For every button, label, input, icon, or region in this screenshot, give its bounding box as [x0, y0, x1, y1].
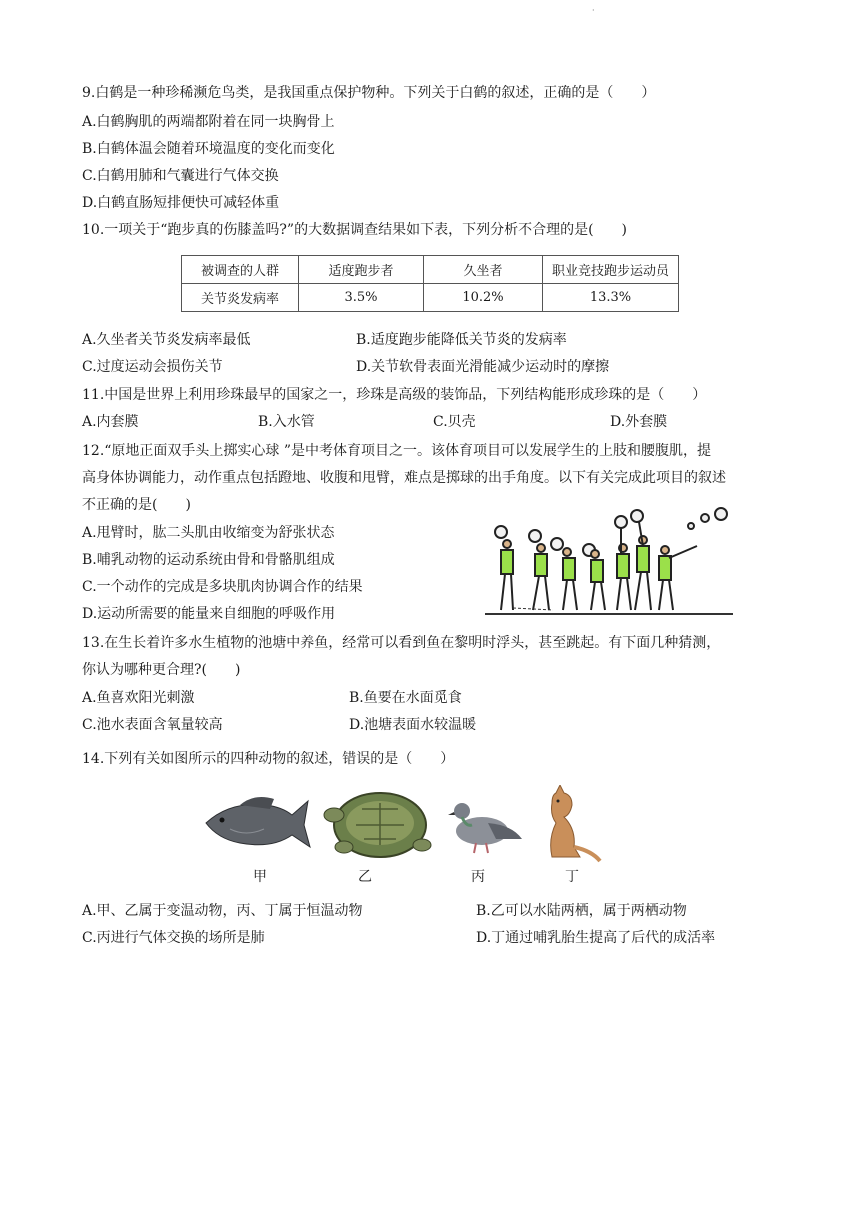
- four-animals-figure: [200, 785, 610, 865]
- q13-option-a: A.鱼喜欢阳光刺激: [82, 690, 195, 706]
- q14-option-a: A.甲、乙属于变温动物，丙、丁属于恒温动物: [82, 903, 363, 919]
- q13-stem-line2: 你认为哪种更合理?( ): [82, 662, 241, 678]
- q9-option-d: D.白鹤直肠短排便快可减轻体重: [82, 195, 280, 211]
- q11-option-c: C.贝壳: [433, 414, 476, 430]
- q12-stem-line2: 高身体协调能力，动作重点包括蹬地、收腹和甩臂，难点是掷球的出手角度。以下有关完成此项目的叙述: [82, 470, 726, 486]
- q13-option-b: B.鱼要在水面觅食: [349, 690, 462, 706]
- table-cell: 3.5%: [299, 284, 424, 312]
- table-row: [182, 284, 679, 312]
- table-cell: 关节炎发病率: [182, 284, 299, 312]
- q14-option-b: B.乙可以水陆两栖，属于两栖动物: [476, 903, 687, 919]
- q12-option-d: D.运动所需要的能量来自细胞的呼吸作用: [82, 606, 336, 622]
- q11-option-d: D.外套膜: [610, 414, 668, 430]
- animal-label-ding: 丁: [565, 869, 579, 885]
- q10-option-b: B.适度跑步能降低关节炎的发病率: [356, 332, 567, 348]
- q9-option-b: B.白鹤体温会随着环境温度的变化而变化: [82, 141, 335, 157]
- q11-stem: 11.中国是世界上利用珍珠最早的国家之一，珍珠是高级的装饰品，下列结构能形成珍珠的是（ ）: [82, 387, 707, 403]
- q12-option-c: C.一个动作的完成是多块肌肉协调合作的结果: [82, 579, 363, 595]
- q10-option-a: A.久坐者关节炎发病率最低: [82, 332, 251, 348]
- q14-option-c: C.丙进行气体交换的场所是肺: [82, 930, 265, 946]
- animal-label-bing: 丙: [471, 869, 485, 885]
- table-header-row: [182, 256, 679, 284]
- page-dot: ·: [592, 6, 595, 15]
- q14-option-d: D.丁通过哺乳胎生提高了后代的成活率: [476, 930, 716, 946]
- q12-stem-line3: 不正确的是( ): [82, 497, 191, 513]
- animal-label-yi: 乙: [358, 869, 372, 885]
- q14-stem: 14.下列有关如图所示的四种动物的叙述，错误的是（ ）: [82, 751, 455, 767]
- table-header-cell: 被调查的人群: [182, 256, 299, 284]
- q13-option-d: D.池塘表面水较温暖: [349, 717, 477, 733]
- fish-icon: [206, 797, 310, 847]
- survey-table: [181, 255, 679, 312]
- q9-option-a: A.白鹤胸肌的两端都附着在同一块胸骨上: [82, 114, 335, 130]
- ball-throw-figure: [483, 500, 738, 620]
- turtle-icon: [324, 793, 431, 857]
- table-cell: 13.3%: [543, 284, 679, 312]
- q11-option-b: B.入水管: [258, 414, 315, 430]
- q12-stem-line1: 12.“原地正面双手头上掷实心球 ”是中考体育项目之一。该体育项目可以发展学生的上肢和腰腹肌，提: [82, 443, 712, 459]
- pigeon-icon: [448, 803, 522, 853]
- table-header-cell: 职业竞技跑步运动员: [543, 256, 679, 284]
- q12-option-a: A.甩臂时，肱二头肌由收缩变为舒张状态: [82, 525, 335, 541]
- athlete-sequence: [495, 508, 727, 610]
- q9-stem: 9.白鹤是一种珍稀濒危鸟类，是我国重点保护物种。下列关于白鹤的叙述，正确的是（ ）: [82, 85, 656, 101]
- q13-stem-line1: 13.在生长着许多水生植物的池塘中养鱼，经常可以看到鱼在黎明时浮头，甚至跳起。有下面几种猜测，: [82, 635, 721, 651]
- q12-option-b: B.哺乳动物的运动系统由骨和骨骼肌组成: [82, 552, 335, 568]
- animal-label-jia: 甲: [253, 869, 267, 885]
- q9-option-c: C.白鹤用肺和气囊进行气体交换: [82, 168, 279, 184]
- q10-option-c: C.过度运动会损伤关节: [82, 359, 223, 375]
- table-header-cell: 久坐者: [424, 256, 543, 284]
- q10-stem: 10.一项关于“跑步真的伤膝盖吗?”的大数据调查结果如下表，下列分析不合理的是( ): [82, 222, 628, 238]
- q13-option-c: C.池水表面含氧量较高: [82, 717, 223, 733]
- table-header-cell: 适度跑步者: [299, 256, 424, 284]
- q11-option-a: A.内套膜: [82, 414, 139, 430]
- q10-option-d: D.关节软骨表面光滑能减少运动时的摩擦: [356, 359, 610, 375]
- kangaroo-icon: [551, 785, 600, 861]
- table-cell: 10.2%: [424, 284, 543, 312]
